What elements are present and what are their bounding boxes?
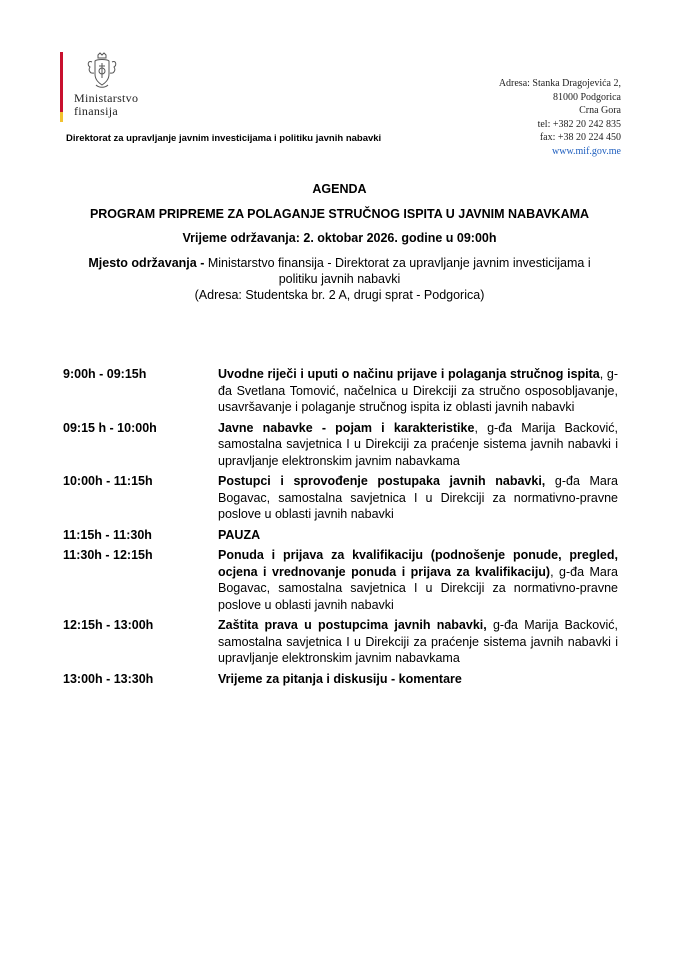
schedule-topic: Vrijeme za pitanja i diskusiju - komentare	[218, 671, 462, 686]
ministry-name-line1: Ministarstvo	[74, 91, 139, 105]
program-title: PROGRAM PRIPREME ZA POLAGANJE STRUČNOG ISPITA U JAVNIM NABAVKAMA	[89, 207, 590, 221]
schedule-table	[63, 366, 618, 691]
address-line: Adresa: Stanka Dragojevića 2,	[498, 78, 621, 89]
agenda-title: AGENDA	[312, 182, 367, 196]
address-block	[499, 77, 621, 158]
schedule-description	[218, 671, 618, 688]
schedule-details: , g-đa Mara Bogavac, samostalna savjetnica I u Direkciji za normativno-pravne poslove u oblasti javnih nabavki	[218, 564, 618, 612]
address-line: Crna Gora	[579, 105, 621, 116]
schedule-time: 11:30h - 12:15h	[63, 548, 153, 562]
schedule-row	[63, 547, 618, 613]
schedule-row	[63, 671, 618, 688]
ministry-name	[74, 92, 138, 118]
coat-of-arms-icon	[86, 52, 118, 90]
place-text: Ministarstvo finansija - Direktorat za upravljanje javnim investicijama i politiku javnih nabavki	[207, 256, 591, 286]
schedule-time: 13:00h - 13:30h	[63, 671, 154, 686]
phone-line: tel: +382 20 242 835	[537, 118, 621, 130]
schedule-details: , g-đa Marija Backović, samostalna savjetnica I u Direkciji za praćenje sistema javnih nabavki i upravljanje elektronskim javnim nabavkama	[218, 420, 618, 468]
schedule-description	[218, 617, 618, 667]
schedule-row	[63, 617, 618, 667]
schedule-topic: PAUZA	[218, 527, 261, 542]
schedule-topic: Zaštita prava u postupcima javnih nabavki,	[218, 618, 487, 632]
schedule-time: 9:00h - 09:15h	[63, 367, 147, 381]
schedule-topic: Javne nabavke - pojam i karakteristike	[218, 420, 475, 435]
place-label: Mjesto održavanja -	[88, 256, 208, 270]
event-time: Vrijeme održavanja: 2. oktobar 2026. godine u 09:00h	[182, 231, 497, 245]
website-link[interactable]: www.mif.gov.me	[552, 145, 621, 157]
place-address: (Adresa: Studentska br. 2 A, drugi sprat - Podgorica)	[194, 288, 485, 302]
schedule-description	[218, 420, 618, 470]
flag-accent-bar	[60, 52, 63, 122]
schedule-row	[63, 366, 618, 416]
schedule-time: 09:15 h - 10:00h	[63, 420, 157, 435]
schedule-description	[218, 366, 618, 416]
event-place	[60, 255, 619, 303]
schedule-details: g-đa Marija Backović, samostalna savjetnica I u Direkciji za praćenje sistema javnih nabavki i upravljanje elektronskim javnim nabavkama	[218, 618, 618, 665]
schedule-details: g-đa Mara Bogavac, samostalna savjetnica I u Direkciji za normativno-pravne poslove u oblasti javnih nabavki	[218, 474, 618, 521]
schedule-topic: Ponuda i prijava za kvalifikaciju (podnošenje ponude, pregled, ocjena i vrednovanje ponuda i prijava za kvalifikaciju)	[218, 548, 618, 579]
schedule-topic: Uvodne riječi i uputi o načinu prijave i polaganja stručnog ispita	[218, 367, 600, 381]
schedule-time: 11:15h - 11:30h	[63, 527, 152, 542]
schedule-row	[63, 420, 618, 470]
directorate-name: Direktorat za upravljanje javnim investicijama i politiku javnih nabavki	[66, 133, 382, 144]
fax-line: fax: +38 20 224 450	[539, 132, 621, 143]
schedule-description	[218, 527, 618, 544]
schedule-description	[218, 547, 618, 613]
schedule-row	[63, 473, 618, 523]
ministry-name-line2: finansija	[74, 104, 119, 118]
schedule-time: 10:00h - 11:15h	[63, 474, 153, 488]
address-line: 81000 Podgorica	[552, 91, 621, 103]
schedule-time: 12:15h - 13:00h	[63, 618, 154, 632]
schedule-description	[218, 473, 618, 523]
schedule-row	[63, 527, 618, 544]
schedule-details: , g-đa Svetlana Tomović, načelnica u Direkciji za stručno osposobljavanje, usavršavanje i polaganje stručnog ispita iz oblasti javnih nabavki	[218, 367, 618, 414]
schedule-topic: Postupci i sprovođenje postupaka javnih nabavki,	[218, 474, 546, 488]
